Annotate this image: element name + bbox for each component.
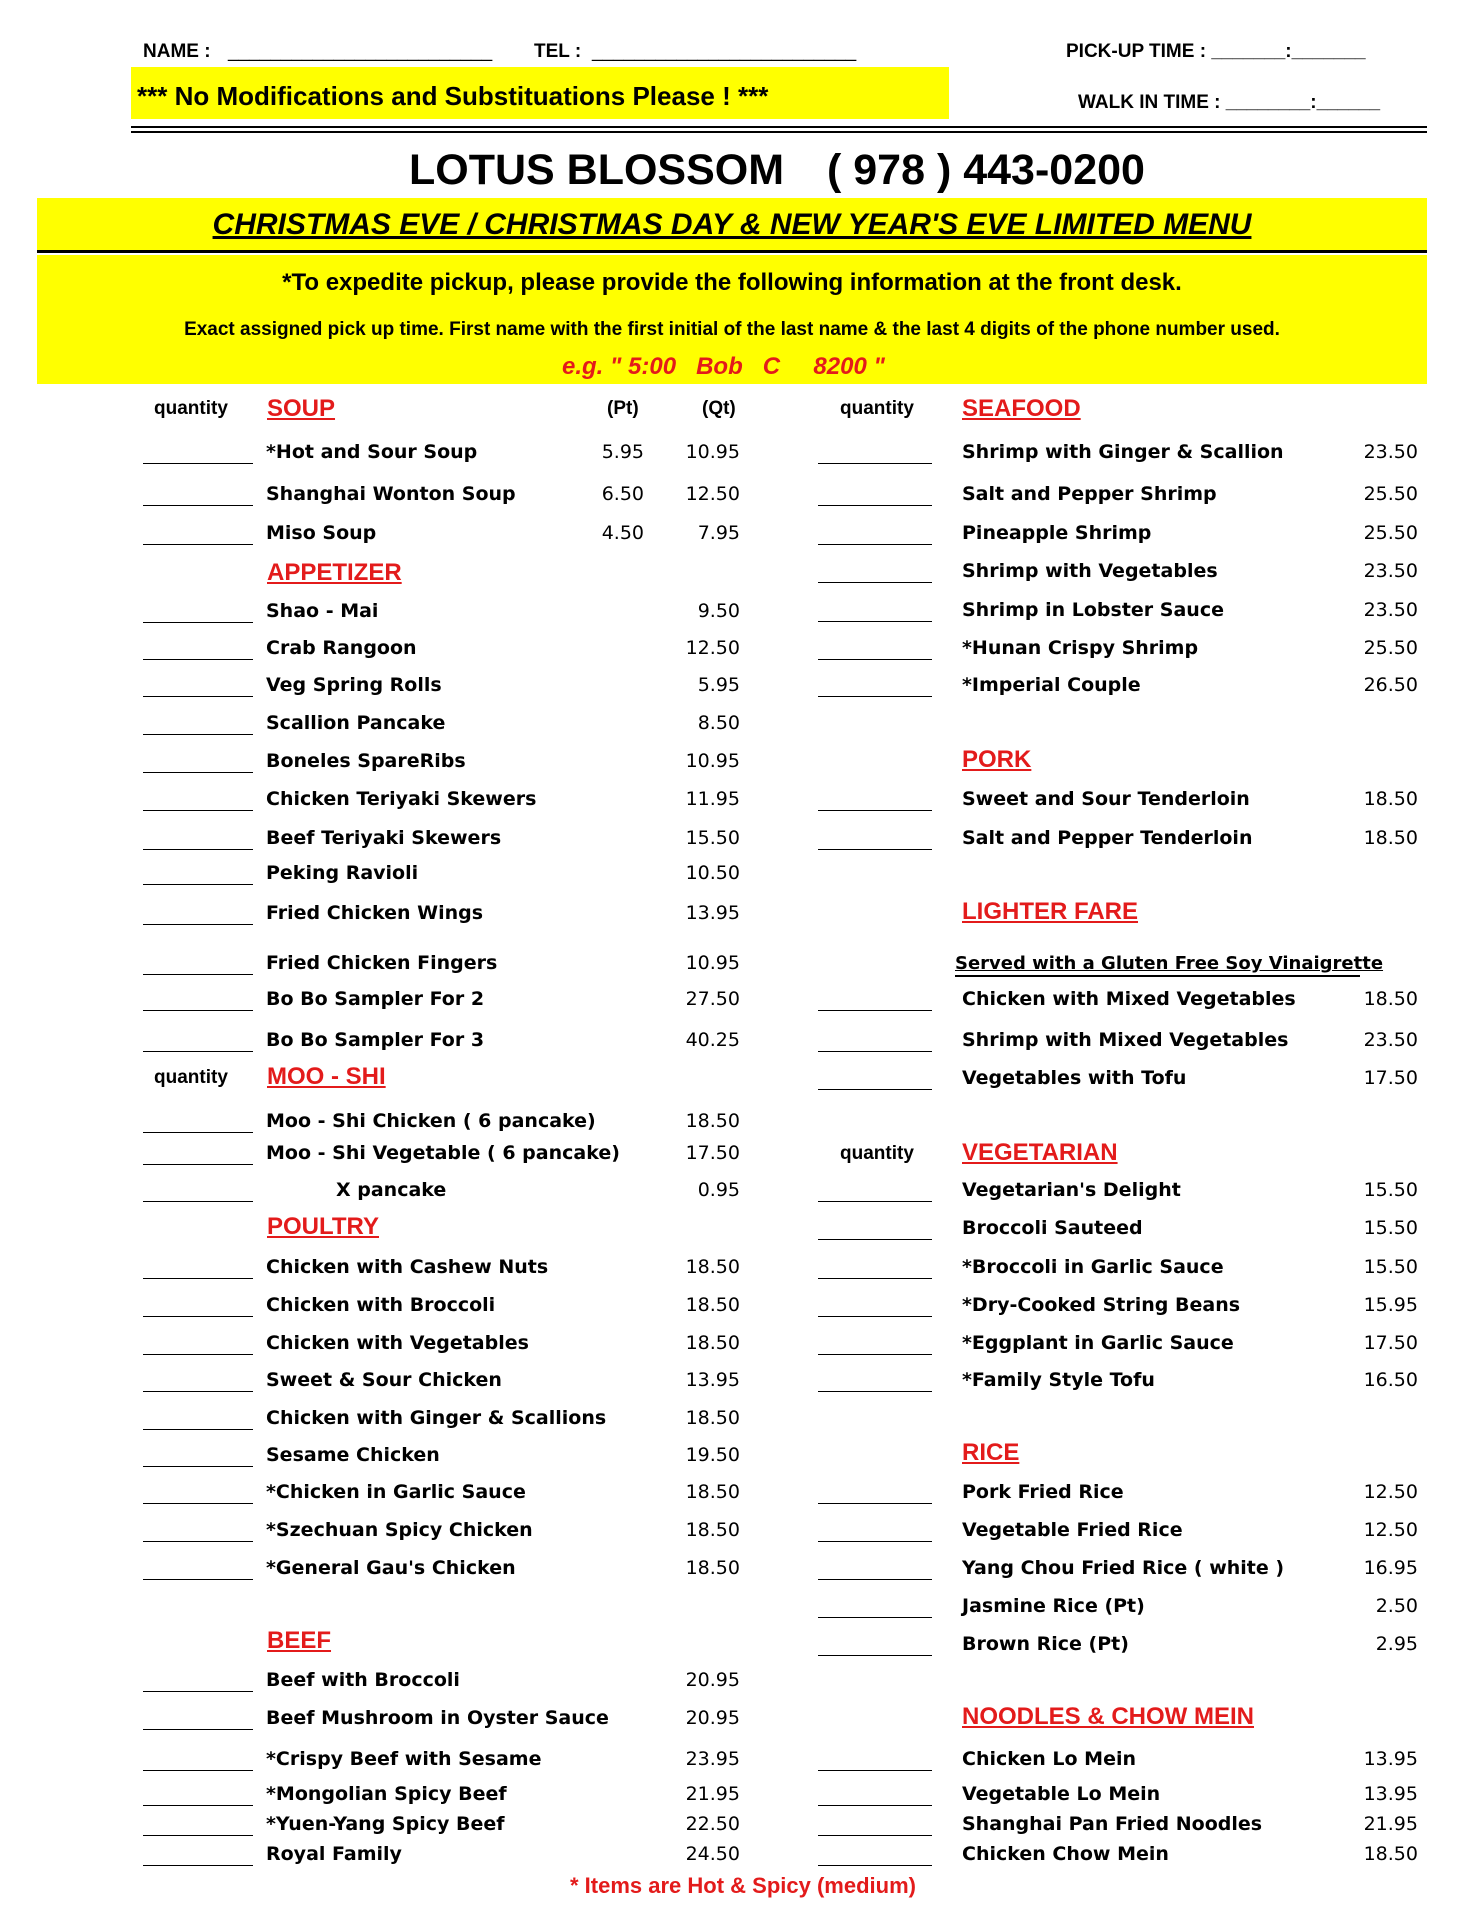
menu-item-name: Jasmine Rice (Pt) (962, 1595, 1145, 1617)
item-price: 26.50 (1363, 674, 1418, 696)
quantity-input[interactable] (818, 1278, 932, 1279)
item-price: 2.50 (1375, 1595, 1418, 1617)
item-price: 12.50 (1363, 1519, 1418, 1541)
quantity-input[interactable] (818, 1579, 932, 1580)
quantity-input[interactable] (143, 1354, 253, 1355)
menu-item-name: Beef with Broccoli (266, 1669, 460, 1691)
item-price: 0.95 (697, 1179, 740, 1201)
item-price: 15.95 (1363, 1294, 1418, 1316)
item-price: 17.50 (1363, 1067, 1418, 1089)
menu-item-name: Vegetable Lo Mein (962, 1783, 1161, 1805)
quantity-input[interactable] (143, 1051, 253, 1052)
menu-item-name: Chicken with Cashew Nuts (266, 1256, 549, 1278)
menu-title: CHRISTMAS EVE / CHRISTMAS DAY & NEW YEAR'S EVE LIMITED MENU (212, 208, 1252, 241)
tel-field[interactable]: _________________________ (592, 41, 857, 62)
quantity-input[interactable] (818, 463, 932, 464)
item-price: 18.50 (685, 1110, 740, 1132)
item-price: 16.50 (1363, 1369, 1418, 1391)
item-price: 18.50 (1363, 827, 1418, 849)
pint-header: (Pt) (607, 398, 639, 419)
quantity-input[interactable] (143, 622, 253, 623)
item-price: 10.50 (685, 862, 740, 884)
quart-price: 12.50 (685, 483, 740, 505)
quantity-input[interactable] (143, 1805, 253, 1806)
quantity-input[interactable] (818, 1051, 932, 1052)
menu-item-name: *Dry-Cooked String Beans (962, 1294, 1241, 1316)
item-price: 12.50 (1363, 1481, 1418, 1503)
menu-item-name: Salt and Pepper Tenderloin (962, 827, 1253, 849)
menu-item-name: Shanghai Wonton Soup (266, 483, 516, 505)
quantity-input[interactable] (143, 1691, 253, 1692)
quantity-header: quantity (154, 398, 228, 419)
menu-item-name: Veg Spring Rolls (266, 674, 442, 696)
section-rice: RICE (962, 1439, 1020, 1466)
menu-item-name: *Hunan Crispy Shrimp (962, 637, 1199, 659)
divider (131, 126, 1427, 128)
quantity-input[interactable] (818, 1201, 932, 1202)
quantity-input[interactable] (143, 1201, 253, 1202)
quantity-input[interactable] (818, 810, 932, 811)
item-price: 19.50 (685, 1444, 740, 1466)
item-price: 16.95 (1363, 1557, 1418, 1579)
menu-item-name: Miso Soup (266, 522, 377, 544)
item-price: 18.50 (685, 1332, 740, 1354)
quantity-input[interactable] (143, 924, 253, 925)
quantity-input[interactable] (818, 505, 932, 506)
instructions-line2: Exact assigned pick up time. First name with the first initial of the last name & the last 4 digits of the phone number used. (184, 319, 1280, 340)
menu-title-banner (37, 198, 1427, 251)
item-price: 20.95 (685, 1669, 740, 1691)
menu-item-name: Chicken with Vegetables (266, 1332, 529, 1354)
item-price: 23.95 (685, 1748, 740, 1770)
quantity-input[interactable] (143, 849, 253, 850)
item-price: 23.50 (1363, 599, 1418, 621)
spicy-footnote: * Items are Hot & Spicy (medium) (570, 1873, 916, 1898)
instructions-block (37, 255, 1427, 384)
item-price: 15.50 (685, 827, 740, 849)
quantity-input[interactable] (818, 1089, 932, 1090)
menu-item-name: *Hot and Sour Soup (266, 441, 478, 463)
item-price: 13.95 (685, 1369, 740, 1391)
quantity-input[interactable] (818, 1617, 932, 1618)
quantity-input[interactable] (818, 544, 932, 545)
quantity-input[interactable] (143, 1579, 253, 1580)
menu-item-name: Brown Rice (Pt) (962, 1633, 1129, 1655)
item-price: 11.95 (685, 788, 740, 810)
section-vegetarian: VEGETARIAN (962, 1139, 1118, 1166)
quantity-input[interactable] (143, 1541, 253, 1542)
menu-item-name: Shao - Mai (266, 600, 379, 622)
section-seafood: SEAFOOD (962, 395, 1081, 422)
restaurant-phone: ( 978 ) 443-0200 (827, 146, 1145, 194)
item-price: 15.50 (1363, 1217, 1418, 1239)
item-price: 18.50 (685, 1407, 740, 1429)
menu-item-name: Shrimp with Mixed Vegetables (962, 1029, 1289, 1051)
quantity-input[interactable] (143, 1316, 253, 1317)
menu-item-name: Chicken Chow Mein (962, 1843, 1169, 1865)
item-price: 18.50 (685, 1256, 740, 1278)
item-price: 10.95 (685, 952, 740, 974)
quantity-input[interactable] (818, 1541, 932, 1542)
quantity-input[interactable] (818, 1391, 932, 1392)
quantity-header: quantity (154, 1067, 228, 1088)
menu-item-name: *Broccoli in Garlic Sauce (962, 1256, 1224, 1278)
name-label: NAME : (143, 41, 211, 62)
pint-price: 4.50 (601, 522, 644, 544)
item-price: 24.50 (685, 1843, 740, 1865)
menu-item-name: Yang Chou Fried Rice ( white ) (962, 1557, 1285, 1579)
menu-item-name: Shrimp with Vegetables (962, 560, 1218, 582)
quart-price: 7.95 (697, 522, 740, 544)
section-soup: SOUP (267, 395, 336, 422)
pint-price: 5.95 (601, 441, 644, 463)
pickup-time-field[interactable]: PICK-UP TIME : _______:_______ (1066, 41, 1366, 62)
quantity-input[interactable] (818, 621, 932, 622)
divider (955, 975, 1360, 977)
menu-item-name: Sweet and Sour Tenderloin (962, 788, 1250, 810)
item-price: 2.95 (1375, 1633, 1418, 1655)
item-price: 9.50 (697, 600, 740, 622)
item-price: 25.50 (1363, 483, 1418, 505)
lighter-fare-subtitle: Served with a Gluten Free Soy Vinaigrette (955, 953, 1384, 974)
quantity-input[interactable] (818, 1239, 932, 1240)
quantity-input[interactable] (143, 463, 253, 464)
menu-item-name: Chicken with Broccoli (266, 1294, 496, 1316)
quantity-input[interactable] (143, 1164, 253, 1165)
section-poultry: POULTRY (267, 1213, 379, 1240)
restaurant-name: LOTUS BLOSSOM (409, 146, 785, 194)
item-price: 18.50 (685, 1481, 740, 1503)
quantity-input[interactable] (818, 659, 932, 660)
divider (37, 250, 1427, 253)
quantity-input[interactable] (143, 1503, 253, 1504)
quantity-input[interactable] (818, 1354, 932, 1355)
item-price: 10.95 (685, 750, 740, 772)
menu-item-name: Chicken Lo Mein (962, 1748, 1137, 1770)
menu-item-name: Royal Family (266, 1843, 402, 1865)
example-format: e.g. " 5:00 Bob C 8200 " (562, 353, 885, 380)
menu-item-name: *Szechuan Spicy Chicken (266, 1519, 533, 1541)
menu-item-name: Boneles SpareRibs (266, 750, 466, 772)
menu-item-name: Salt and Pepper Shrimp (962, 483, 1217, 505)
item-price: 15.50 (1363, 1256, 1418, 1278)
menu-item-name: Bo Bo Sampler For 3 (266, 1029, 485, 1051)
quart-price: 10.95 (685, 441, 740, 463)
quart-header: (Qt) (702, 398, 736, 419)
quantity-input[interactable] (143, 974, 253, 975)
menu-item-name: Vegetable Fried Rice (962, 1519, 1183, 1541)
menu-item-name: Beef Teriyaki Skewers (266, 827, 502, 849)
menu-item-name: *Yuen-Yang Spicy Beef (266, 1813, 505, 1835)
item-price: 13.95 (685, 902, 740, 924)
item-price: 40.25 (685, 1029, 740, 1051)
no-modifications-notice: *** No Modifications and Substituations Please ! *** (137, 81, 769, 111)
quantity-input[interactable] (143, 1729, 253, 1730)
quantity-input[interactable] (818, 849, 932, 850)
item-price: 27.50 (685, 988, 740, 1010)
item-price: 17.50 (685, 1142, 740, 1164)
item-price: 25.50 (1363, 637, 1418, 659)
menu-item-name: Fried Chicken Fingers (266, 952, 498, 974)
section-lighter-fare: LIGHTER FARE (962, 898, 1139, 925)
item-price: 15.50 (1363, 1179, 1418, 1201)
quantity-input[interactable] (818, 1865, 932, 1866)
item-price: 18.50 (685, 1557, 740, 1579)
quantity-input[interactable] (143, 1466, 253, 1467)
menu-item-name: Beef Mushroom in Oyster Sauce (266, 1707, 609, 1729)
menu-item-name: Shrimp with Ginger & Scallion (962, 441, 1284, 463)
item-price: 18.50 (685, 1519, 740, 1541)
menu-item-name: *Imperial Couple (962, 674, 1141, 696)
menu-item-name: Scallion Pancake (266, 712, 446, 734)
quantity-input[interactable] (143, 1278, 253, 1279)
quantity-input[interactable] (818, 1503, 932, 1504)
quantity-input[interactable] (143, 1429, 253, 1430)
menu-item-name: *General Gau's Chicken (266, 1557, 516, 1579)
menu-item-name: Moo - Shi Chicken ( 6 pancake) (266, 1110, 596, 1132)
item-price: 23.50 (1363, 441, 1418, 463)
quantity-input[interactable] (143, 505, 253, 506)
menu-item-name: *Eggplant in Garlic Sauce (962, 1332, 1234, 1354)
item-price: 18.50 (1363, 1843, 1418, 1865)
item-price: 13.95 (1363, 1748, 1418, 1770)
pint-price: 6.50 (601, 483, 644, 505)
instructions-line1: *To expedite pickup, please provide the following information at the front desk. (282, 269, 1182, 296)
notice-banner (131, 67, 949, 119)
quantity-input[interactable] (143, 884, 253, 885)
quantity-input[interactable] (143, 544, 253, 545)
item-price: 25.50 (1363, 522, 1418, 544)
section-noodles: NOODLES & CHOW MEIN (962, 1703, 1254, 1730)
quantity-input[interactable] (818, 696, 932, 697)
menu-item-name: Peking Ravioli (266, 862, 419, 884)
quantity-input[interactable] (818, 1770, 932, 1771)
menu-item-name: *Mongolian Spicy Beef (266, 1783, 507, 1805)
quantity-input[interactable] (143, 1010, 253, 1011)
section-appetizer: APPETIZER (267, 559, 402, 586)
menu-item-name: *Family Style Tofu (962, 1369, 1155, 1391)
item-price: 17.50 (1363, 1332, 1418, 1354)
quantity-input[interactable] (143, 659, 253, 660)
quantity-input[interactable] (143, 1865, 253, 1866)
item-price: 5.95 (697, 674, 740, 696)
menu-item-name: *Chicken in Garlic Sauce (266, 1481, 526, 1503)
item-price: 20.95 (685, 1707, 740, 1729)
quantity-input[interactable] (143, 772, 253, 773)
quantity-input[interactable] (818, 1835, 932, 1836)
menu-item-name: Pineapple Shrimp (962, 522, 1152, 544)
menu-item-name: Sweet & Sour Chicken (266, 1369, 502, 1391)
menu-item-name: Vegetarian's Delight (962, 1179, 1181, 1201)
item-price: 23.50 (1363, 560, 1418, 582)
menu-item-name: Bo Bo Sampler For 2 (266, 988, 485, 1010)
quantity-header: quantity (840, 1143, 914, 1164)
item-price: 12.50 (685, 637, 740, 659)
menu-item-name: X pancake (336, 1179, 447, 1201)
tel-label: TEL : (534, 41, 582, 62)
name-field[interactable]: _________________________ (228, 41, 493, 62)
item-price: 18.50 (685, 1294, 740, 1316)
walkin-time-field[interactable]: WALK IN TIME : ________:______ (1078, 92, 1381, 113)
menu-item-name: *Crispy Beef with Sesame (266, 1748, 542, 1770)
menu-item-name: Crab Rangoon (266, 637, 417, 659)
item-price: 23.50 (1363, 1029, 1418, 1051)
quantity-input[interactable] (818, 582, 932, 583)
quantity-header: quantity (840, 398, 914, 419)
item-price: 21.95 (1363, 1813, 1418, 1835)
item-price: 22.50 (685, 1813, 740, 1835)
quantity-input[interactable] (143, 1835, 253, 1836)
quantity-input[interactable] (818, 1010, 932, 1011)
quantity-input[interactable] (143, 810, 253, 811)
quantity-input[interactable] (818, 1316, 932, 1317)
quantity-input[interactable] (818, 1655, 932, 1656)
section-mooshi: MOO - SHI (267, 1063, 386, 1090)
menu-item-name: Vegetables with Tofu (962, 1067, 1187, 1089)
menu-item-name: Chicken with Mixed Vegetables (962, 988, 1296, 1010)
menu-item-name: Moo - Shi Vegetable ( 6 pancake) (266, 1142, 620, 1164)
menu-item-name: Broccoli Sauteed (962, 1217, 1143, 1239)
quantity-input[interactable] (143, 734, 253, 735)
menu-item-name: Shanghai Pan Fried Noodles (962, 1813, 1263, 1835)
item-price: 13.95 (1363, 1783, 1418, 1805)
menu-item-name: Pork Fried Rice (962, 1481, 1124, 1503)
menu-item-name: Chicken Teriyaki Skewers (266, 788, 537, 810)
menu-item-name: Fried Chicken Wings (266, 902, 484, 924)
item-price: 18.50 (1363, 988, 1418, 1010)
quantity-input[interactable] (143, 1132, 253, 1133)
quantity-input[interactable] (143, 696, 253, 697)
divider (131, 131, 1427, 133)
item-price: 21.95 (685, 1783, 740, 1805)
item-price: 8.50 (697, 712, 740, 734)
menu-item-name: Sesame Chicken (266, 1444, 440, 1466)
section-pork: PORK (962, 746, 1032, 773)
section-beef: BEEF (267, 1627, 332, 1654)
item-price: 18.50 (1363, 788, 1418, 810)
quantity-input[interactable] (143, 1770, 253, 1771)
menu-item-name: Shrimp in Lobster Sauce (962, 599, 1224, 621)
menu-item-name: Chicken with Ginger & Scallions (266, 1407, 607, 1429)
quantity-input[interactable] (818, 1805, 932, 1806)
quantity-input[interactable] (143, 1391, 253, 1392)
